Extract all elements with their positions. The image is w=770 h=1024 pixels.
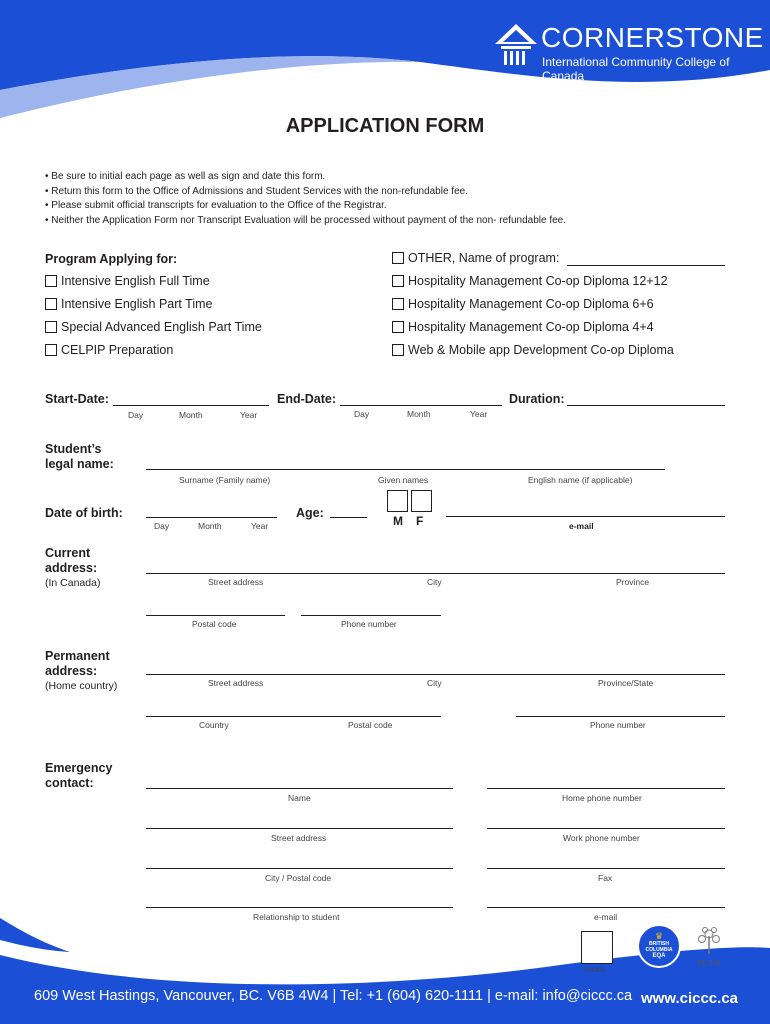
- checkbox[interactable]: [45, 321, 57, 333]
- program-option-hospitality-6[interactable]: Hospitality Management Co-op Diploma 6+6: [392, 297, 654, 311]
- program-option-other[interactable]: OTHER, Name of program:: [392, 251, 559, 265]
- current-postal-field[interactable]: [146, 615, 285, 616]
- english-name-caption: English name (if applicable): [528, 475, 633, 485]
- month-caption: Month: [198, 521, 222, 531]
- sex-female-box[interactable]: [411, 490, 432, 512]
- permanent-address-label: Permanent address: (Home country): [45, 649, 118, 692]
- street-caption: Street address: [271, 833, 327, 843]
- duration-label: Duration:: [509, 392, 565, 406]
- emergency-name-field[interactable]: [146, 788, 453, 789]
- brand-name: CORNERSTONE: [541, 22, 764, 53]
- footer-contact: 609 West Hastings, Vancouver, BC. V6B 4W4 | Tel: +1 (604) 620-1111 | e-mail: info@ciccc.ca: [34, 988, 633, 1004]
- permanent-phone-field[interactable]: [516, 716, 725, 717]
- end-date-field[interactable]: [340, 405, 502, 406]
- phone-caption: Phone number: [590, 720, 646, 730]
- end-date-label: End-Date:: [277, 392, 337, 406]
- building-icon: [495, 24, 537, 68]
- day-caption: Day: [154, 521, 170, 531]
- checkbox[interactable]: [45, 344, 57, 356]
- province-caption: Province: [616, 577, 650, 587]
- emergency-street-field[interactable]: [146, 828, 453, 829]
- relationship-caption: Relationship to student: [253, 912, 340, 922]
- emergency-relationship-field[interactable]: [146, 907, 453, 908]
- current-street-field[interactable]: [146, 573, 725, 574]
- crown-icon: ♛: [654, 931, 664, 941]
- email-caption: e-mail: [569, 521, 594, 531]
- instruction-item: • Be sure to initial each page as well as sign and date this form.: [45, 171, 326, 182]
- checkbox[interactable]: [392, 275, 404, 287]
- program-option-special-advanced[interactable]: Special Advanced English Part Time: [45, 320, 262, 334]
- checkbox[interactable]: [392, 298, 404, 310]
- student-name-label: Student’s legal name:: [45, 442, 114, 471]
- permanent-country-postal-field[interactable]: [146, 716, 441, 717]
- instructions: [45, 170, 566, 228]
- instruction-item: • Neither the Application Form nor Transcript Evaluation will be processed without payment of the non- refundable fee.: [45, 214, 567, 226]
- emergency-email-field[interactable]: [487, 907, 725, 908]
- emergency-city-field[interactable]: [146, 868, 453, 869]
- current-address-label: Current address: (In Canada): [45, 546, 101, 589]
- emergency-home-phone-field[interactable]: [487, 788, 725, 789]
- checkbox[interactable]: [392, 321, 404, 333]
- program-option-hospitality-12[interactable]: Hospitality Management Co-op Diploma 12+12: [392, 274, 668, 288]
- home-phone-caption: Home phone number: [562, 793, 642, 803]
- age-field[interactable]: [330, 517, 367, 518]
- legal-name-field[interactable]: [146, 469, 665, 470]
- dob-label: Date of birth:: [45, 506, 123, 520]
- permanent-street-field[interactable]: [146, 674, 725, 675]
- country-caption: Country: [199, 720, 229, 730]
- instruction-item: • Return this form to the Office of Admissions and Student Services with the non-refundable fee.: [45, 185, 468, 197]
- postal-caption: Postal code: [192, 619, 237, 629]
- day-caption: Day: [128, 410, 144, 420]
- email-caption: e-mail: [594, 912, 618, 922]
- initials-box[interactable]: [581, 931, 613, 964]
- checkbox[interactable]: [45, 298, 57, 310]
- checkbox[interactable]: [392, 252, 404, 264]
- instruction-item: • Please submit official transcripts for evaluation to the Office of the Registrar.: [45, 200, 387, 211]
- surname-caption: Surname (Family name): [179, 475, 271, 485]
- fax-caption: Fax: [598, 873, 613, 883]
- street-caption: Street address: [208, 678, 264, 688]
- month-caption: Month: [407, 409, 431, 419]
- other-program-field[interactable]: [567, 265, 725, 266]
- brand-tagline: International Community College of Canada: [542, 55, 730, 83]
- checkbox[interactable]: [392, 344, 404, 356]
- current-phone-field[interactable]: [301, 615, 441, 616]
- dob-field[interactable]: [146, 517, 277, 518]
- program-option-hospitality-4[interactable]: Hospitality Management Co-op Diploma 4+4: [392, 320, 654, 334]
- work-phone-caption: Work phone number: [563, 833, 640, 843]
- pctia-badge: PCTIA: [692, 926, 726, 968]
- initials-caption: Initials: [584, 965, 606, 974]
- year-caption: Year: [470, 409, 488, 419]
- bc-eqa-badge: ♛ BRITISH COLUMBIA EQA: [637, 924, 681, 968]
- program-option-web-mobile[interactable]: Web & Mobile app Development Co-op Diploma: [392, 343, 674, 357]
- email-field[interactable]: [446, 516, 725, 517]
- website-link[interactable]: www.ciccc.ca: [641, 990, 739, 1007]
- program-option-intensive-full[interactable]: Intensive English Full Time: [45, 274, 210, 288]
- start-date-field[interactable]: [113, 405, 269, 406]
- start-date-label: Start-Date:: [45, 392, 109, 406]
- sex-female-label: F: [416, 514, 424, 528]
- day-caption: Day: [354, 409, 370, 419]
- program-option-celpip[interactable]: CELPIP Preparation: [45, 343, 173, 357]
- sex-male-box[interactable]: [387, 490, 408, 512]
- postal-caption: Postal code: [348, 720, 393, 730]
- year-caption: Year: [240, 410, 258, 420]
- month-caption: Month: [179, 410, 203, 420]
- city-caption: City: [427, 678, 442, 688]
- page-title: APPLICATION FORM: [285, 115, 485, 137]
- age-label: Age:: [296, 506, 324, 520]
- street-caption: Street address: [208, 577, 264, 587]
- checkbox[interactable]: [45, 275, 57, 287]
- emergency-work-phone-field[interactable]: [487, 828, 725, 829]
- college-logo: [495, 24, 537, 68]
- name-caption: Name: [288, 793, 311, 803]
- sex-male-label: M: [393, 514, 403, 528]
- program-heading: Program Applying for:: [45, 252, 178, 266]
- given-names-caption: Given names: [378, 475, 429, 485]
- city-postal-caption: City / Postal code: [265, 873, 332, 883]
- province-caption: Province/State: [598, 678, 654, 688]
- tree-icon: [694, 926, 724, 954]
- phone-caption: Phone number: [341, 619, 397, 629]
- emergency-contact-label: Emergency contact:: [45, 761, 113, 790]
- city-caption: City: [427, 577, 442, 587]
- year-caption: Year: [251, 521, 269, 531]
- duration-field[interactable]: [567, 405, 725, 406]
- program-option-intensive-part[interactable]: Intensive English Part Time: [45, 297, 212, 311]
- emergency-fax-field[interactable]: [487, 868, 725, 869]
